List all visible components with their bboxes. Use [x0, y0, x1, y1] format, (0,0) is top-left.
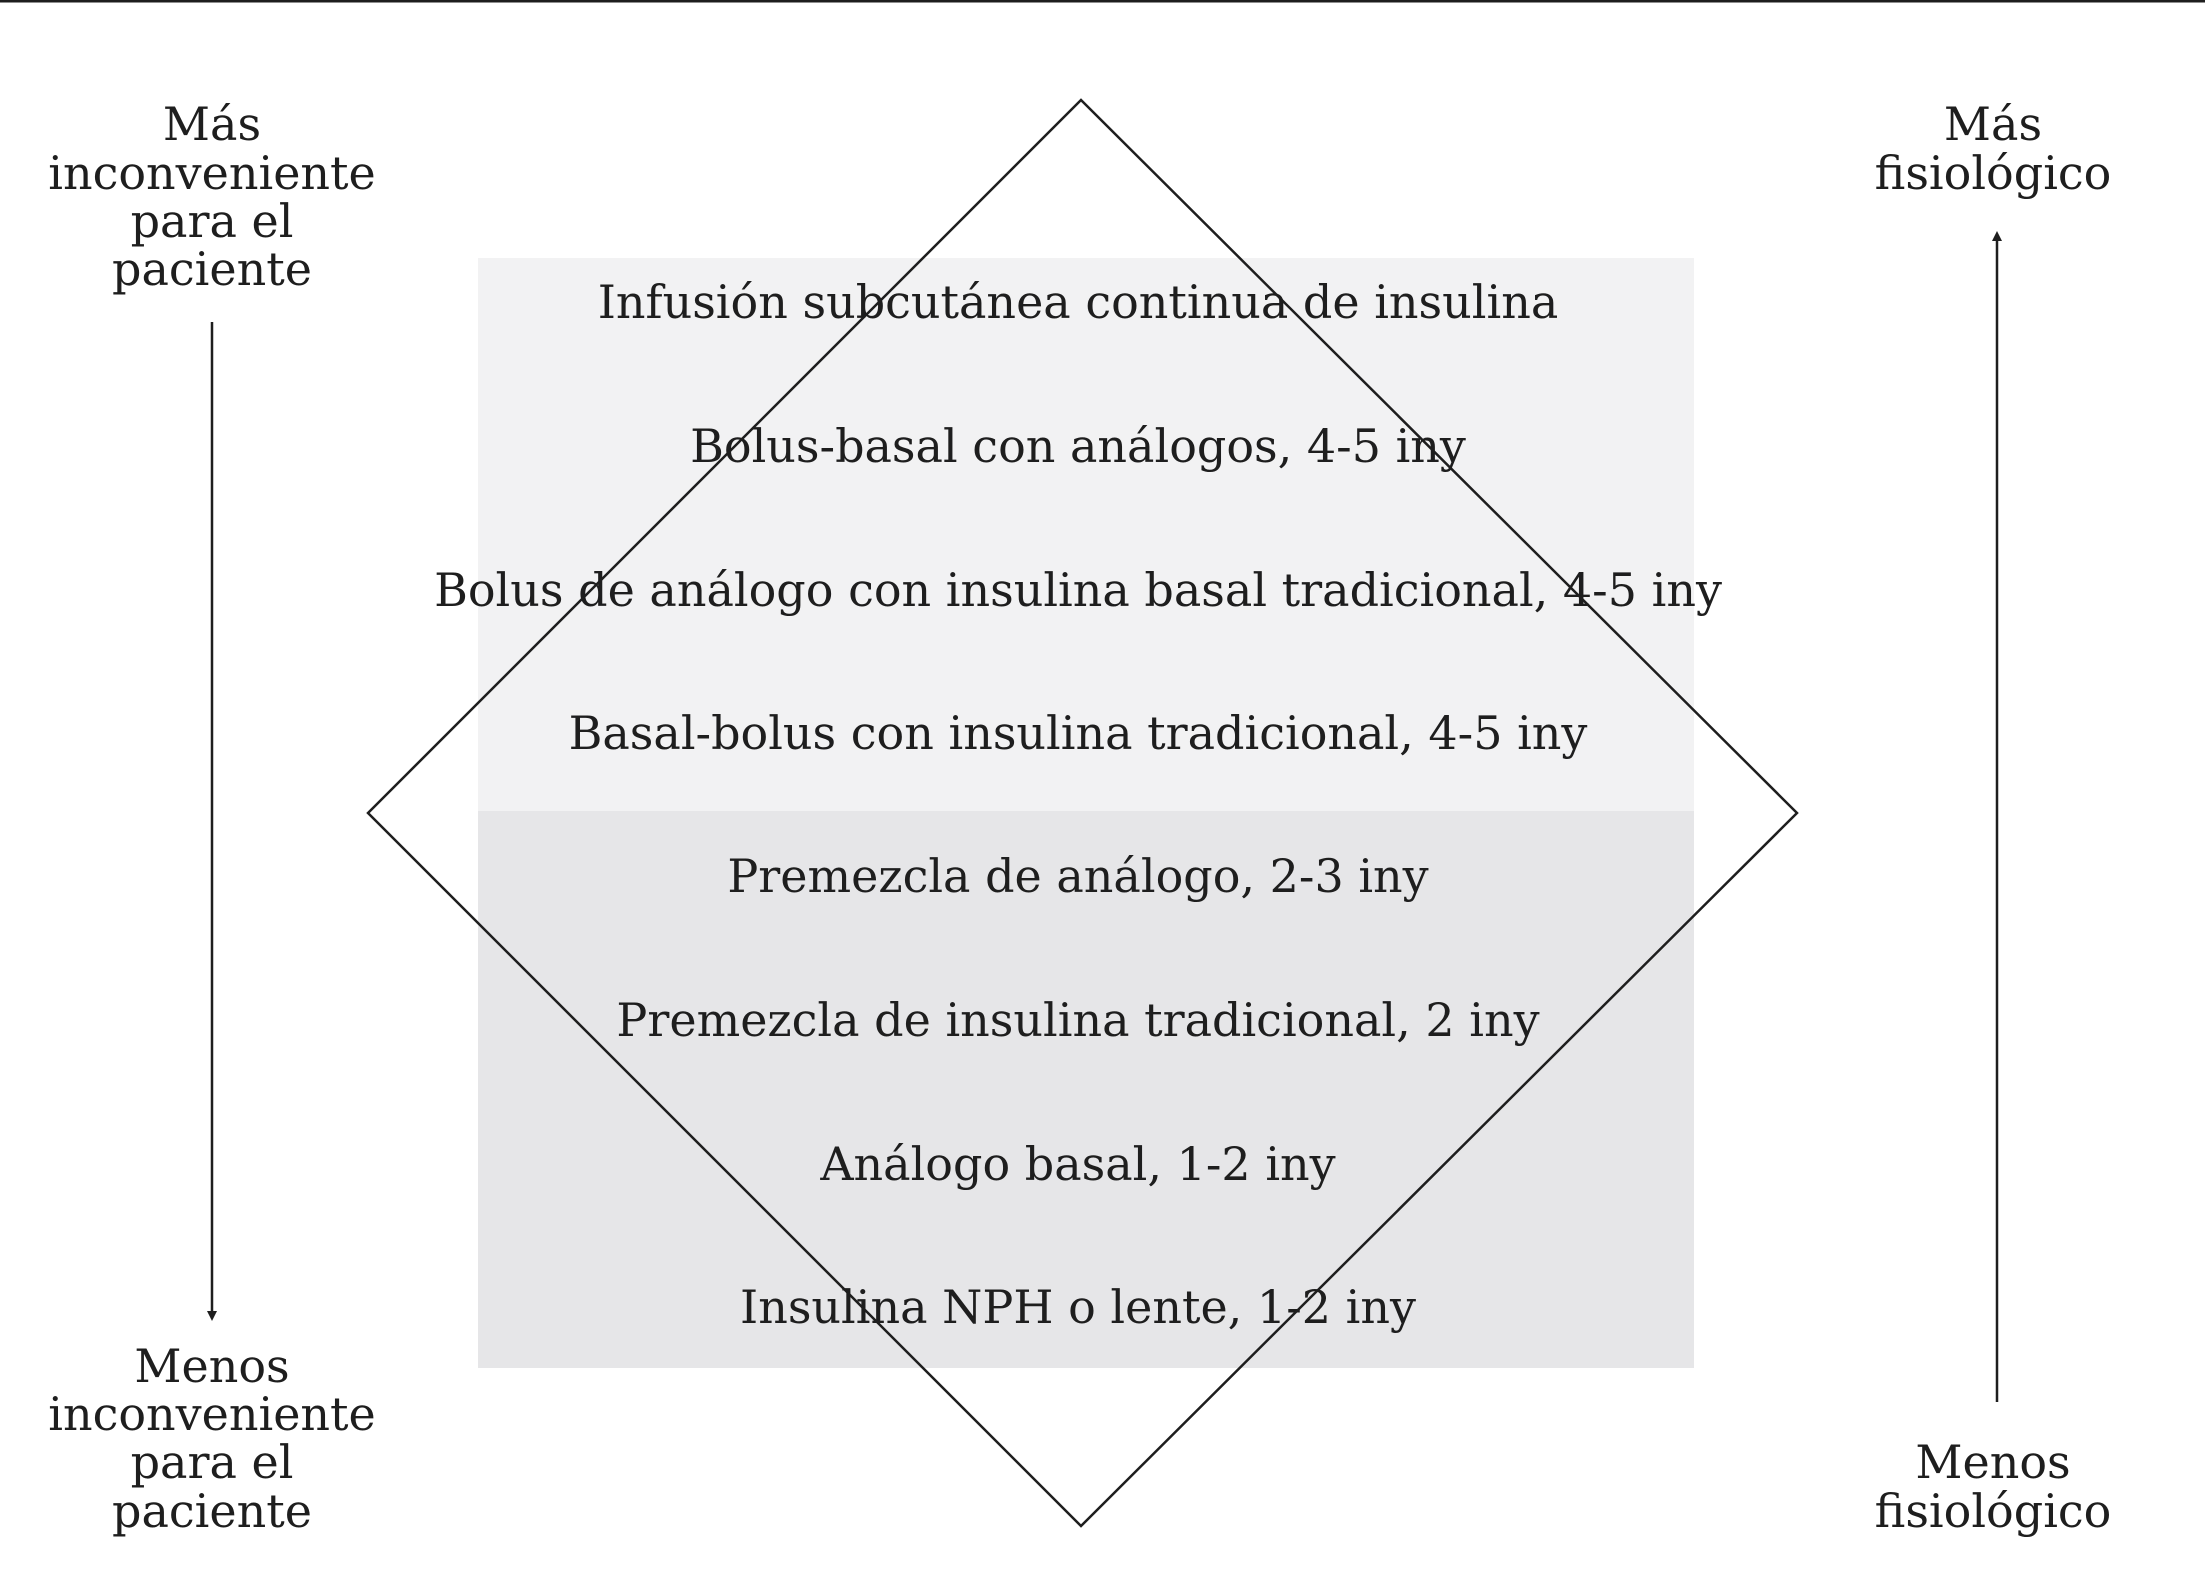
right-bottom-label [1875, 1435, 2112, 1538]
regimen-label: Bolus-basal con análogos, 4-5 iny [690, 419, 1466, 473]
left-top-label-line: inconveniente [48, 146, 376, 200]
right-top-label-line: fisiológico [1874, 146, 2112, 200]
regimen-label: Insulina NPH o lente, 1-2 iny [740, 1280, 1416, 1334]
left-top-label-line: para el [130, 194, 294, 248]
right-bottom-label-line: Menos [1915, 1435, 2071, 1489]
left-bottom-label-line: inconveniente [48, 1387, 376, 1441]
regimen-label: Premezcla de análogo, 2-3 iny [727, 849, 1429, 903]
left-bottom-label-line: para el [130, 1435, 294, 1489]
right-bottom-label-line: fisiológico [1874, 1484, 2112, 1538]
left-top-label-line: paciente [112, 242, 312, 296]
right-top-label-line: Más [1943, 97, 2043, 151]
regimen-label: Premezcla de insulina tradicional, 2 iny [616, 993, 1540, 1047]
left-bottom-label-line: paciente [112, 1484, 312, 1538]
regimen-label: Bolus de análogo con insulina basal tradicional, 4-5 iny [434, 563, 1722, 617]
right-top-label [1875, 97, 2112, 200]
regimen-label: Análogo basal, 1-2 iny [820, 1137, 1336, 1191]
left-top-label-line: Más [162, 97, 262, 151]
regimen-label: Basal-bolus con insulina tradicional, 4-5 iny [568, 706, 1588, 760]
left-top-label [48, 97, 376, 296]
left-bottom-label-line: Menos [134, 1339, 290, 1393]
regimen-label: Infusión subcutánea continua de insulina [597, 275, 1559, 329]
left-bottom-label [48, 1339, 376, 1538]
